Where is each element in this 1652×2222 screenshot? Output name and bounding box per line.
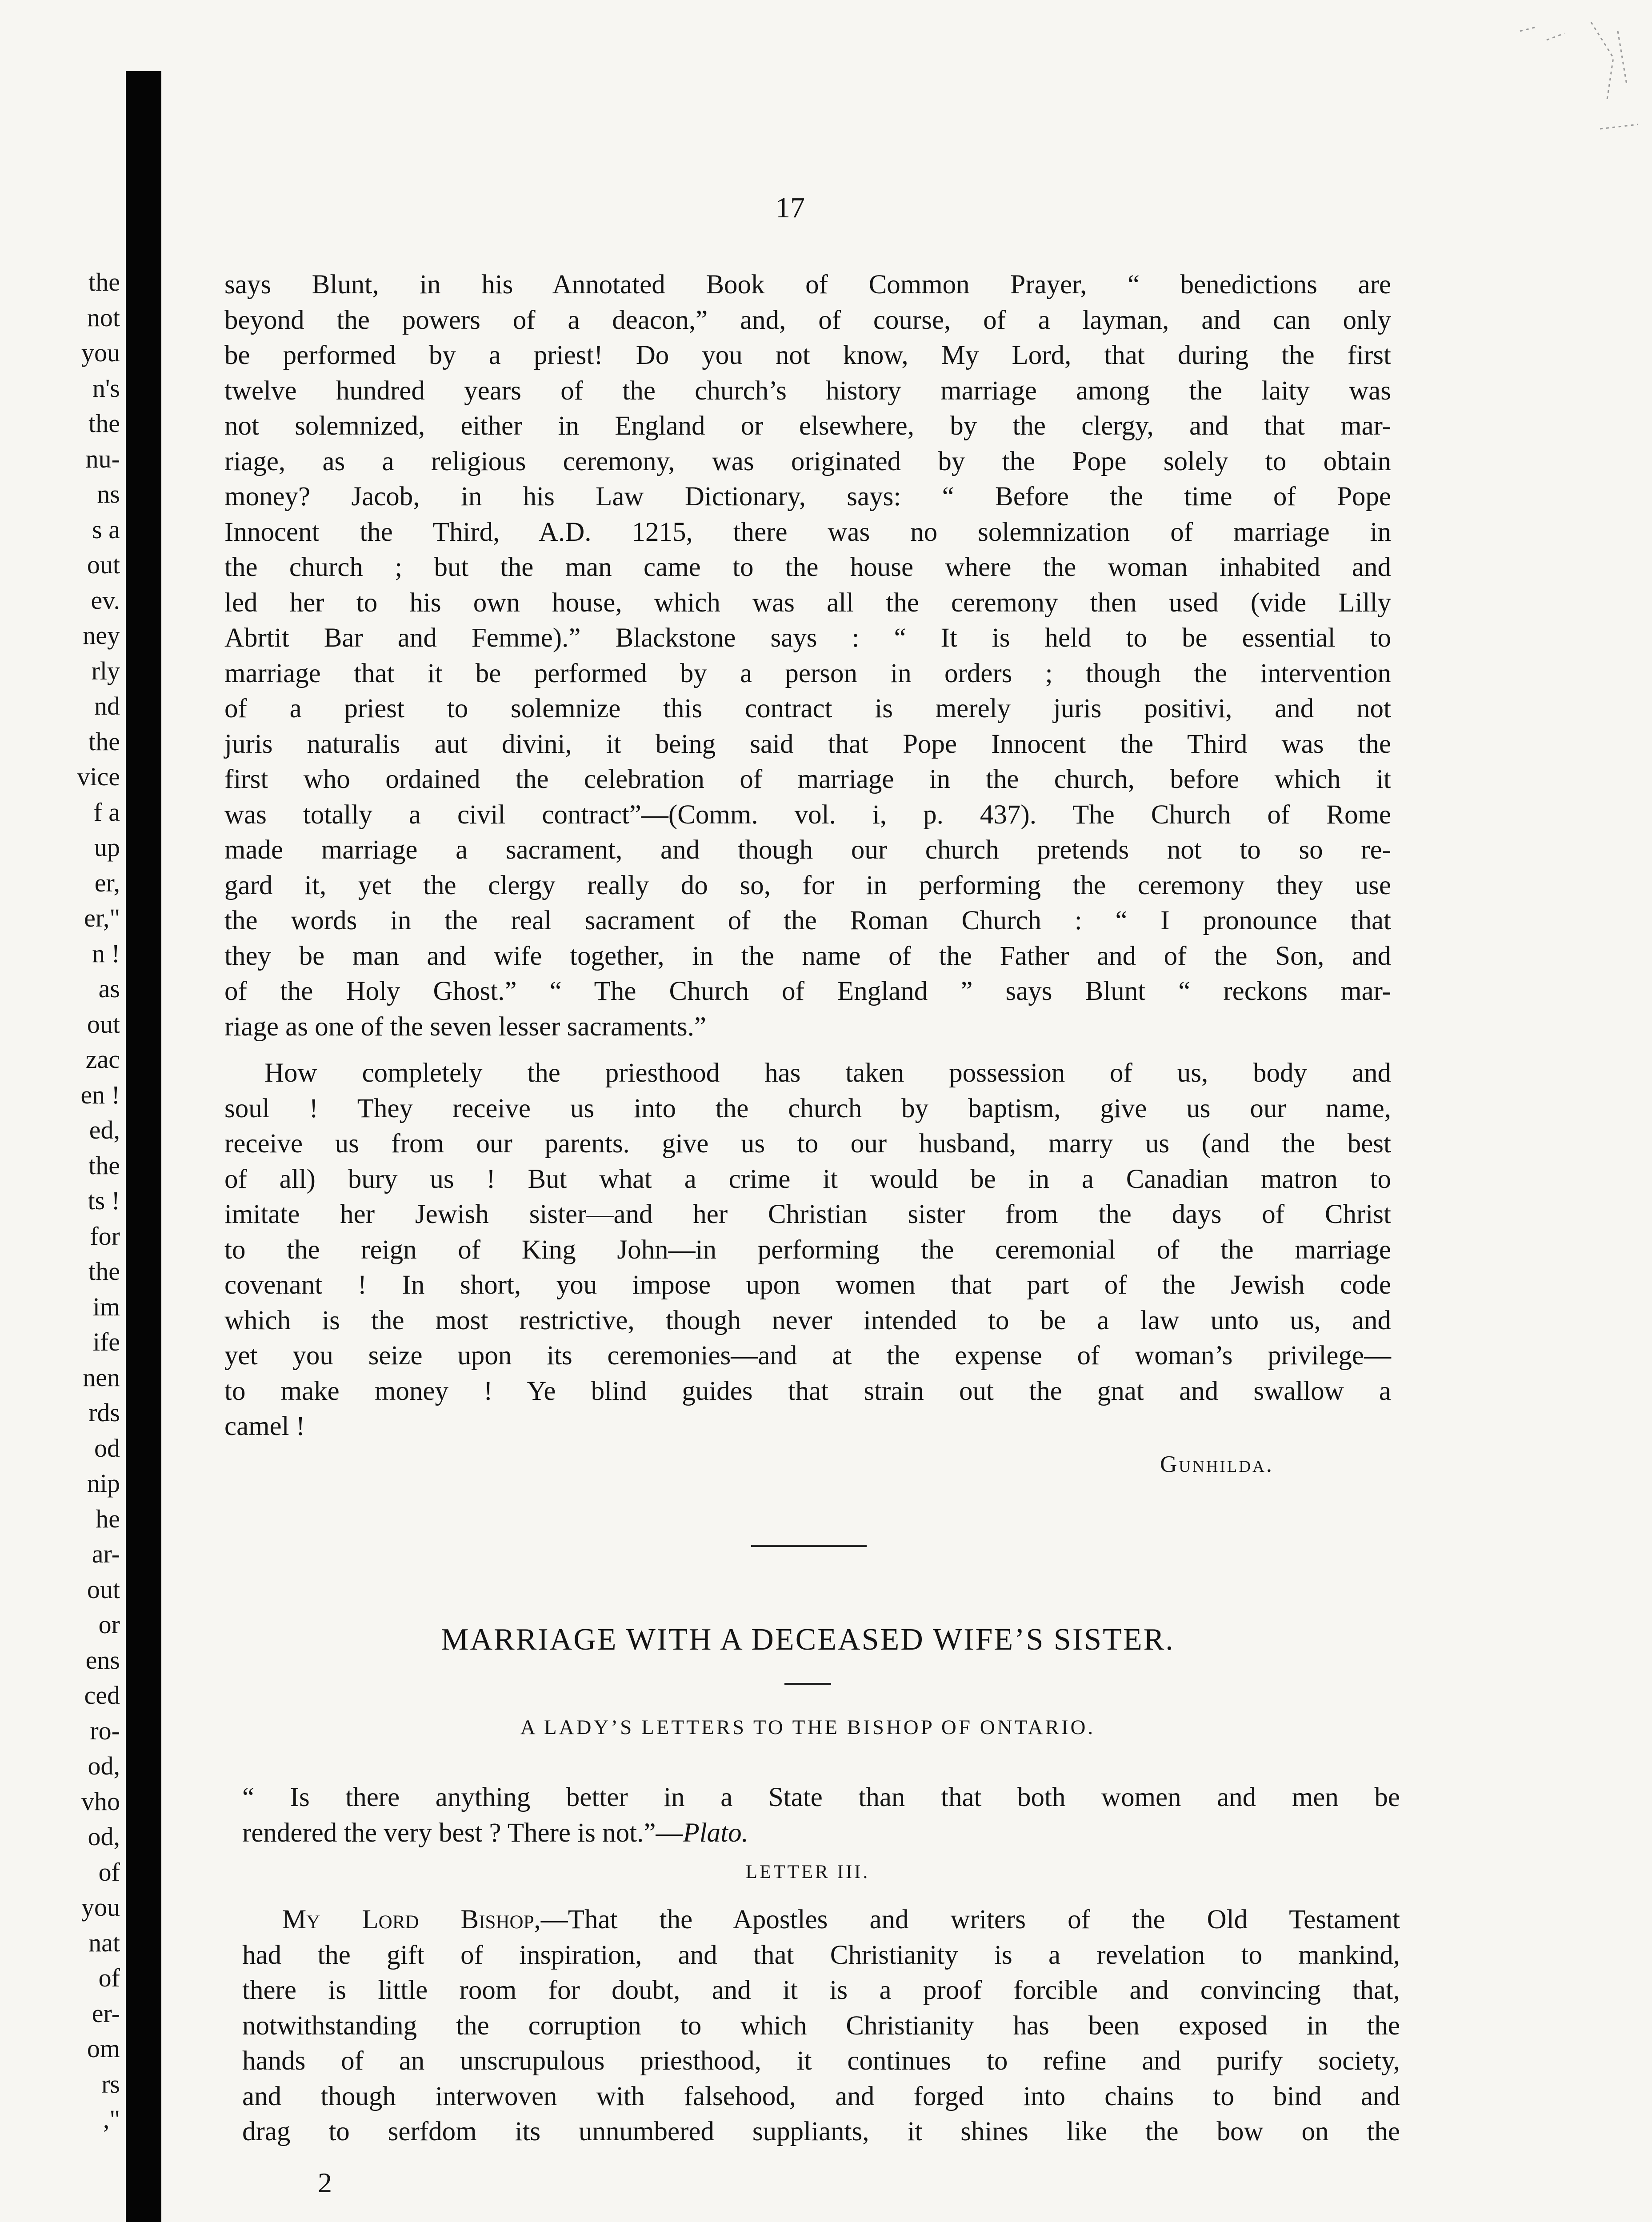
margin-fragment: you [81, 1893, 120, 1922]
text-line: juris naturalis aut divini, it being said that Pope Innocent the Third was the [224, 729, 1391, 759]
text-line: gard it, yet the clergy really do so, for in performing the ceremony they use [224, 870, 1391, 900]
margin-fragment: s a [92, 515, 120, 544]
corner-scribble [1511, 13, 1644, 138]
epigraph-author: Plato. [683, 1818, 748, 1848]
text-line: made marriage a sacrament, and though our church pretends not to so re- [224, 835, 1391, 865]
margin-fragment: the [88, 268, 120, 296]
epigraph [242, 1780, 1400, 1850]
text-line: of all) bury us ! But what a crime it would be in a Canadian matron to [224, 1164, 1391, 1194]
text-line: yet you seize upon its ceremonies—and at the expense of woman’s privilege— [224, 1341, 1391, 1371]
text-line: beyond the powers of a deacon,” and, of course, of a layman, and can only [224, 305, 1391, 335]
margin-fragment: out [87, 1575, 120, 1604]
margin-fragment: od, [88, 1751, 120, 1780]
text-line: soul ! They receive us into the church by baptism, give us our name, [224, 1093, 1391, 1123]
margin-fragment: the [88, 1257, 120, 1286]
margin-fragment: nu- [85, 444, 120, 473]
signature-mark: 2 [318, 2167, 332, 2198]
page-number: 17 [776, 192, 805, 224]
margin-fragment: er- [92, 1998, 120, 2028]
margin-fragment: or [98, 1610, 120, 1639]
article-subtitle: A LADY’S LETTERS TO THE BISHOP OF ONTARIO. [520, 1716, 1096, 1739]
salutation: My Lord Bishop, [282, 1905, 541, 1934]
margin-fragment: ens [85, 1645, 120, 1674]
margin-fragment: as [98, 974, 120, 1003]
margin-fragment: ced [84, 1681, 120, 1710]
paragraph-priesthood [224, 1055, 1391, 1444]
letter-first-line-text: —That the Apostles and writers of the Old Testament [540, 1905, 1400, 1934]
margin-fragment: you [81, 338, 120, 367]
margin-fragment: ar- [92, 1539, 120, 1568]
margin-fragment: ," [103, 2105, 120, 2134]
article-title: MARRIAGE WITH A DECEASED WIFE’S SISTER. [441, 1623, 1175, 1657]
margin-fragment: ney [83, 621, 120, 650]
margin-fragment: rly [91, 656, 120, 685]
text-line: How completely the priesthood has taken possession of us, body and [264, 1058, 1391, 1088]
margin-fragment: zac [85, 1045, 120, 1074]
margin-fragment: od, [88, 1822, 120, 1851]
letter-heading: LETTER III. [745, 1862, 870, 1882]
left-margin-fragments [4, 264, 120, 2137]
text-line: first who ordained the celebration of marriage in the church, before which it [224, 764, 1391, 794]
margin-fragment: ed, [89, 1115, 120, 1144]
margin-fragment: ev. [91, 585, 120, 615]
text-line: the church ; but the man came to the house where the woman inhabited and [224, 552, 1391, 582]
margin-fragment: en ! [80, 1080, 120, 1109]
signature: Gunhilda. [1160, 1451, 1274, 1477]
margin-fragment: nip [87, 1469, 120, 1498]
epigraph-line [242, 1815, 1400, 1851]
margin-fragment: ife [92, 1327, 120, 1356]
margin-fragment: er," [84, 903, 120, 932]
margin-fragment: nd [94, 691, 120, 720]
margin-fragment: n's [92, 373, 120, 403]
margin-fragment: of [98, 1857, 120, 1886]
margin-fragment: er, [94, 868, 120, 897]
text-line: to make money ! Ye blind guides that strain out the gnat and swallow a [224, 1376, 1391, 1406]
text-line: money? Jacob, in his Law Dictionary, says: “ Before the time of Pope [224, 482, 1391, 512]
text-line: drag to serfdom its unnumbered suppliants, it shines like the bow on the [242, 2117, 1400, 2146]
margin-fragment: not [87, 303, 120, 332]
text-line: and though interwoven with falsehood, and forged into chains to bind and [242, 2081, 1400, 2111]
margin-fragment: up [94, 833, 120, 862]
text-line: says Blunt, in his Annotated Book of Common Prayer, “ benedictions are [224, 270, 1391, 300]
margin-fragment: the [88, 727, 120, 756]
margin-fragment: he [96, 1504, 120, 1533]
text-line: of the Holy Ghost.” “ The Church of England ” says Blunt “ reckons mar- [224, 976, 1391, 1006]
text-line: marriage that it be performed by a person in orders ; though the intervention [224, 658, 1391, 688]
margin-fragment: f a [93, 797, 120, 827]
text-line: of a priest to solemnize this contract is merely juris positivi, and not [224, 694, 1391, 723]
margin-fragment: od [94, 1433, 120, 1463]
text-line: not solemnized, either in England or elsewhere, by the clergy, and that mar- [224, 411, 1391, 441]
text-line: Innocent the Third, A.D. 1215, there was no solemnization of marriage in [224, 517, 1391, 547]
text-line: the words in the real sacrament of the Roman Church : “ I pronounce that [224, 906, 1391, 935]
margin-fragment: rs [101, 2069, 120, 2098]
text-line: hands of an unscrupulous priesthood, it continues to refine and purify society, [242, 2046, 1400, 2076]
epigraph-line: “ Is there anything better in a State than that both women and men be [242, 1782, 1400, 1812]
margin-fragment: out [87, 1009, 120, 1039]
margin-fragment: out [87, 550, 120, 579]
margin-fragment: n ! [92, 939, 120, 968]
margin-fragment: nat [88, 1928, 120, 1957]
text-line: twelve hundred years of the church’s history marriage among the laity was [224, 376, 1391, 406]
margin-fragment: ts ! [88, 1186, 120, 1215]
paragraph-continued [224, 267, 1391, 1044]
margin-fragment: the [88, 1151, 120, 1180]
letter-first-line [242, 1902, 1400, 1938]
text-line: they be man and wife together, in the name of the Father and of the Son, and [224, 941, 1391, 971]
margin-fragment: the [88, 409, 120, 438]
margin-fragment: vice [77, 762, 120, 791]
margin-fragment: om [87, 2034, 120, 2063]
margin-fragment: of [98, 1963, 120, 1992]
text-line: be performed by a priest! Do you not know, My Lord, that during the first [224, 340, 1391, 370]
epigraph-text: rendered the very best ? There is not.”— [242, 1818, 683, 1848]
margin-fragment: for [90, 1221, 120, 1251]
text-line: there is little room for doubt, and it is a proof forcible and convincing that, [242, 1975, 1400, 2005]
text-line: to the reign of King John—in performing the ceremonial of the marriage [224, 1235, 1391, 1265]
section-rule [751, 1545, 867, 1547]
text-line: Abrtit Bar and Femme).” Blackstone says : “ It is held to be essential to [224, 623, 1391, 653]
title-rule [784, 1683, 831, 1685]
text-line: covenant ! In short, you impose upon women that part of the Jewish code [224, 1270, 1391, 1300]
margin-fragment: ns [97, 480, 120, 508]
margin-fragment: im [92, 1292, 120, 1321]
text-line: had the gift of inspiration, and that Christianity is a revelation to mankind, [242, 1940, 1400, 1970]
text-line: camel ! [224, 1411, 305, 1441]
text-line: receive us from our parents. give us to our husband, marry us (and the best [224, 1129, 1391, 1159]
binding-shadow [126, 71, 161, 2222]
text-line: notwithstanding the corruption to which Christianity has been exposed in the [242, 2010, 1400, 2041]
text-line: riage as one of the seven lesser sacraments.” [224, 1011, 706, 1042]
text-line: was totally a civil contract”—(Comm. vol. i, p. 437). The Church of Rome [224, 799, 1391, 830]
text-line: riage, as a religious ceremony, was originated by the Pope solely to obtain [224, 446, 1391, 476]
margin-fragment: ro- [90, 1716, 120, 1745]
letter-body [242, 1902, 1400, 2150]
margin-fragment: vho [81, 1786, 120, 1816]
text-line: led her to his own house, which was all the ceremony then used (vide Lilly [224, 587, 1391, 618]
text-line: which is the most restrictive, though never intended to be a law unto us, and [224, 1305, 1391, 1335]
margin-fragment: rds [88, 1398, 120, 1427]
margin-fragment: nen [83, 1363, 120, 1392]
text-line: imitate her Jewish sister—and her Christian sister from the days of Christ [224, 1199, 1391, 1229]
